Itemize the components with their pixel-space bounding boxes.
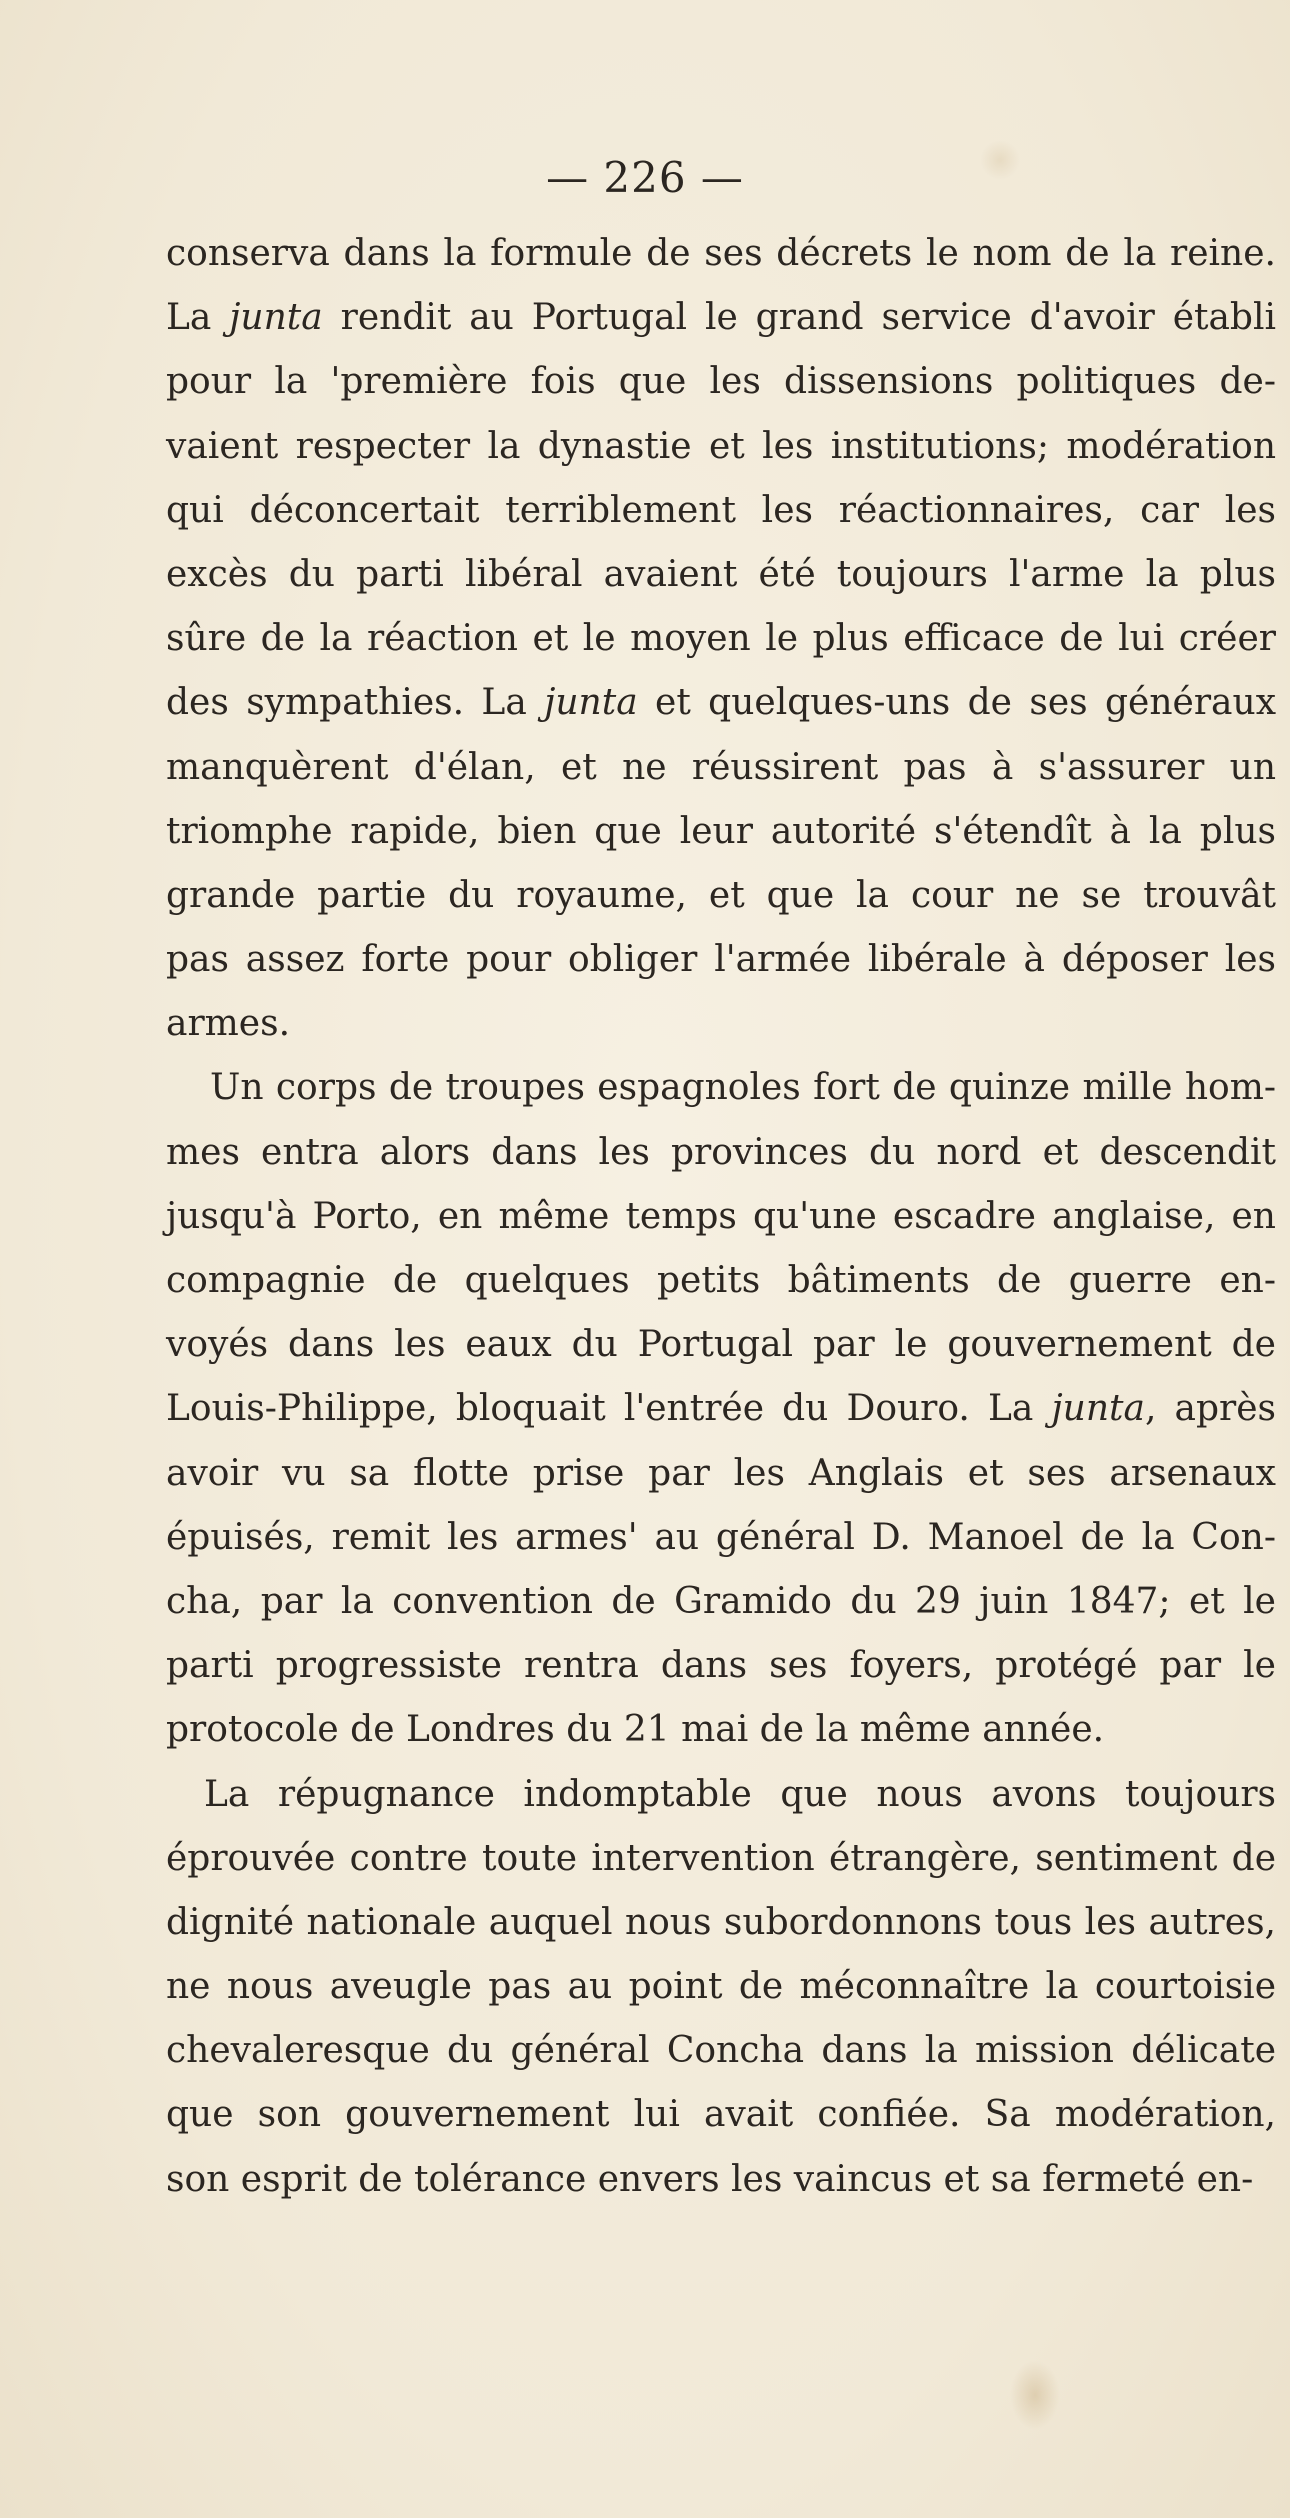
text-run: Louis-Philippe, bloquait l'entrée du Douro. La [166,1388,1052,1430]
text-run: conserva dans la formule de ses décrets le nom de la reine. [166,233,1276,274]
text-run: chevaleresque du général Concha dans la mission délicate [166,2030,1276,2072]
text-run: protocole de Londres du 21 mai de la même année. [166,1709,1105,1751]
text-run: des sympathies. La [166,682,545,724]
text-line [166,543,1276,607]
text-line [166,1955,1276,2019]
text-line [166,350,1276,414]
text-line [166,286,1276,350]
text-run: Un corps de troupes espagnoles fort de quinze mille hom- [210,1067,1276,1109]
text-line [166,607,1276,671]
text-line [166,671,1276,735]
text-run: manquèrent d'élan, et ne réussirent pas à s'assurer un [166,746,1276,788]
text-run: qui déconcertait terriblement les réactionnaires, car les [166,489,1276,531]
text-line [166,1634,1276,1698]
italic-word: junta [229,297,323,339]
text-run: excès du parti libéral avaient été toujours l'arme la plus [166,553,1276,595]
text-run: que son gouvernement lui avait confiée. Sa modération, [166,2094,1276,2136]
text-run: avoir vu sa flotte prise par les Anglais et ses arsenaux [166,1452,1276,1494]
text-run: sûre de la réaction et le moyen le plus efficace de lui créer [166,618,1276,660]
text-line [166,2148,1276,2212]
text-line [166,928,1276,992]
text-line [166,1763,1276,1827]
text-line [166,479,1276,543]
text-run: et quelques-uns de ses généraux [637,682,1276,724]
text-line [166,1570,1276,1634]
italic-word: junta [544,682,638,724]
text-line [166,864,1276,928]
text-run: armes. [166,1003,291,1045]
text-run: La [166,297,230,339]
text-run: compagnie de quelques petits bâtiments de guerre en- [166,1260,1276,1301]
italic-word: junta [1051,1388,1145,1430]
text-run: , après [1144,1388,1276,1430]
text-line [166,1377,1276,1441]
text-run: grande partie du royaume, et que la cour ne se trouvât [166,874,1276,916]
page-number: — 226 — [546,153,744,202]
text-line [166,1442,1276,1506]
body-text [166,222,1276,2212]
text-run: triomphe rapide, bien que leur autorité s'étendît à la plus [166,810,1276,852]
text-line [166,1827,1276,1891]
text-run: pas assez forte pour obliger l'armée libérale à déposer les [166,939,1276,981]
text-run: parti progressiste rentra dans ses foyers, protégé par le [166,1645,1276,1687]
text-line [166,1313,1276,1377]
text-line [166,800,1276,864]
text-run: cha, par la convention de Gramido du 29 juin 1847; et le [166,1580,1276,1622]
text-run: rendit au Portugal le grand service d'avoir établi [322,297,1277,339]
text-line [166,2019,1276,2083]
text-run: vaient respecter la dynastie et les institutions; modération [166,425,1276,467]
text-run: La répugnance indomptable que nous avons toujours [204,1773,1276,1815]
text-run: pour la 'première fois que les dissensions politiques de- [166,361,1276,403]
text-line [166,992,1276,1056]
text-run: épuisés, remit les armes' au général D. Manoel de la Con- [166,1516,1276,1558]
paper-stain [1010,2360,1060,2430]
paragraph [166,1056,1276,1762]
text-line [166,415,1276,479]
text-run: son esprit de tolérance envers les vaincus et sa fermeté en- [166,2158,1254,2200]
text-run: mes entra alors dans les provinces du nord et descendit [166,1131,1276,1173]
paragraph [166,222,1276,1056]
text-line [166,1185,1276,1249]
text-line [166,1121,1276,1185]
text-line [166,1249,1276,1313]
text-run: jusqu'à Porto, en même temps qu'une escadre anglaise, en [166,1195,1276,1237]
text-run: ne nous aveugle pas au point de méconnaître la courtoisie [166,1966,1276,2008]
text-line [166,1891,1276,1955]
text-line [166,1056,1276,1120]
text-run: voyés dans les eaux du Portugal par le gouvernement de [166,1324,1276,1366]
text-line [166,2083,1276,2147]
text-run: éprouvée contre toute intervention étrangère, sentiment de [166,1837,1276,1879]
paragraph [166,1763,1276,2212]
text-line [166,736,1276,800]
text-line [166,1698,1276,1762]
text-line [166,1506,1276,1570]
text-line [166,222,1276,286]
text-run: dignité nationale auquel nous subordonnons tous les autres, [166,1901,1276,1943]
